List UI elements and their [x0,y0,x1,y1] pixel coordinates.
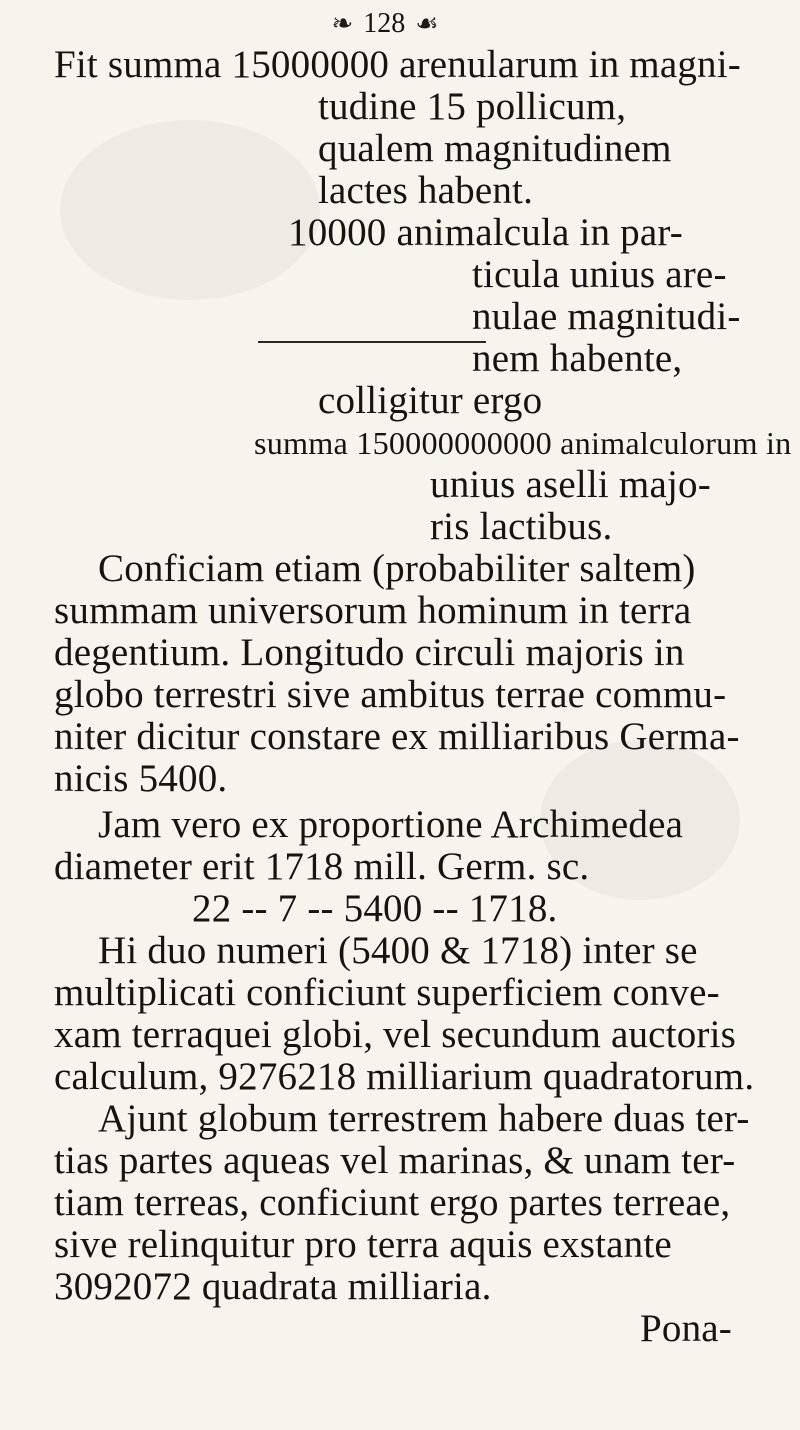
text-line: Conficiam etiam (probabiliter saltem) [98,547,696,590]
text-line: Fit summa 15000000 arenularum in magni- [54,43,741,86]
ornament-left-icon: ❧ [331,9,354,38]
text-line: ticula unius are- [472,253,727,296]
text-line: colligitur ergo [318,379,543,422]
paper-stain [60,120,320,300]
text-line: diameter erit 1718 mill. Germ. sc. [54,845,590,888]
text-line: tias partes aqueas vel marinas, & unam ter- [54,1139,736,1182]
text-line: lactes habent. [318,169,534,212]
text-line: 3092072 quadrata milliaria. [54,1265,492,1308]
text-line: 10000 animalcula in par- [288,211,683,254]
text-line: tiam terreas, conficiunt ergo partes terreae, [54,1181,731,1224]
text-line: Hi duo numeri (5400 & 1718) inter se [98,929,698,972]
page-header [310,6,460,42]
text-line: nicis 5400. [54,757,228,800]
text-line: multiplicati conficiunt superficiem conve- [54,971,720,1014]
ornament-right-icon: ☙ [415,9,439,38]
text-line: nem habente, [472,337,683,380]
text-line: calculum, 9276218 milliarium quadratorum. [54,1055,755,1098]
text-line: 22 -- 7 -- 5400 -- 1718. [192,887,558,930]
text-line: Ajunt globum terrestrem habere duas ter- [98,1097,750,1140]
text-line: qualem magnitudinem [318,127,672,170]
text-line: globo terrestri sive ambitus terrae commu- [54,673,727,716]
text-line: niter dicitur constare ex milliaribus Germa- [54,715,740,758]
text-line: nulae magnitudi- [472,295,741,338]
text-line: unius aselli majo- [430,463,711,506]
brace-rule [258,341,486,343]
text-line: Jam vero ex proportione Archimedea [98,803,684,846]
catchword: Pona- [640,1307,732,1350]
text-line: summa 150000000000 animalculorum in [254,425,792,461]
text-line: tudine 15 pollicum, [318,85,627,128]
text-line: xam terraquei globi, vel secundum auctoris [54,1013,737,1056]
text-line: ris lactibus. [430,505,613,548]
text-line: degentium. Longitudo circuli majoris in [54,631,685,674]
text-line: sive relinquitur pro terra aquis exstante [54,1223,672,1266]
text-line: summam universorum hominum in terra [54,589,692,632]
page-number: 128 [363,8,406,39]
